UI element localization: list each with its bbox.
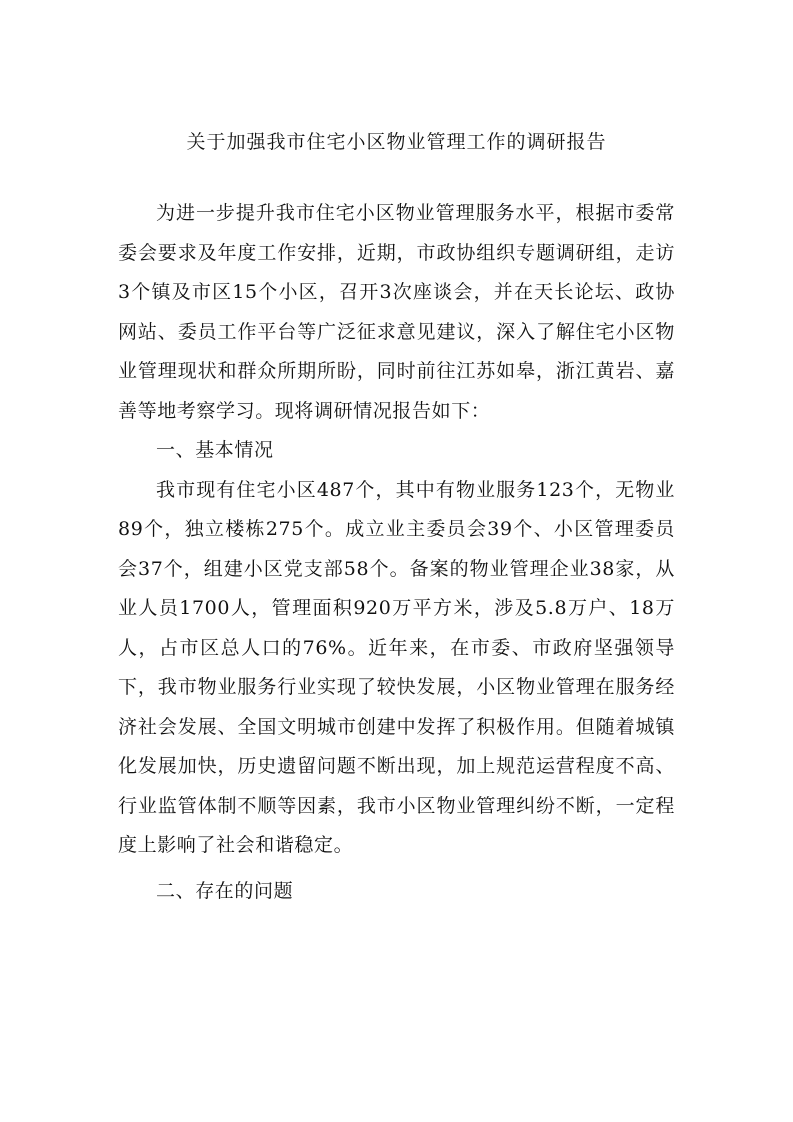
document-body	[118, 194, 675, 911]
section-heading-existing-problems: 二、存在的问题	[156, 879, 294, 902]
document-title: 关于加强我市住宅小区物业管理工作的调研报告	[186, 131, 607, 153]
intro-paragraph: 为进一步提升我市住宅小区物业管理服务水平，根据市委常委会要求及年度工作安排，近期，市政协组织专题调研组，走访3个镇及市区15个小区，召开3次座谈会，并在天长论坛、政协网站、委员工作平台等广泛征求意见建议，深入了解住宅小区物业管理现状和群众所期所盼，同时前往江苏如皋，浙江黄岩、嘉善等地考察学习。现将调研情况报告如下：	[118, 202, 675, 422]
basic-situation-paragraph: 我市现有住宅小区487个，其中有物业服务123个，无物业89个，独立楼栋275个。成立业主委员会39个、小区管理委员会37个，组建小区党支部58个。备案的物业管理企业38家，从业人员1700人，管理面积920万平方米，涉及5.8万户、18万人，占市区总人口的76%。近年来，在市委、市政府坚强领导下，我市物业服务行业实现了较快发展，小区物业管理在服务经济社会发展、全国文明城市创建中发挥了积极作用。但随着城镇化发展加快，历史遗留问题不断出现，加上规范运营程度不高、行业监管体制不顺等因素，我市小区物业管理纠纷不断，一定程度上影响了社会和谐稳定。	[118, 478, 675, 856]
section-heading-basic-situation: 一、基本情况	[156, 439, 274, 461]
